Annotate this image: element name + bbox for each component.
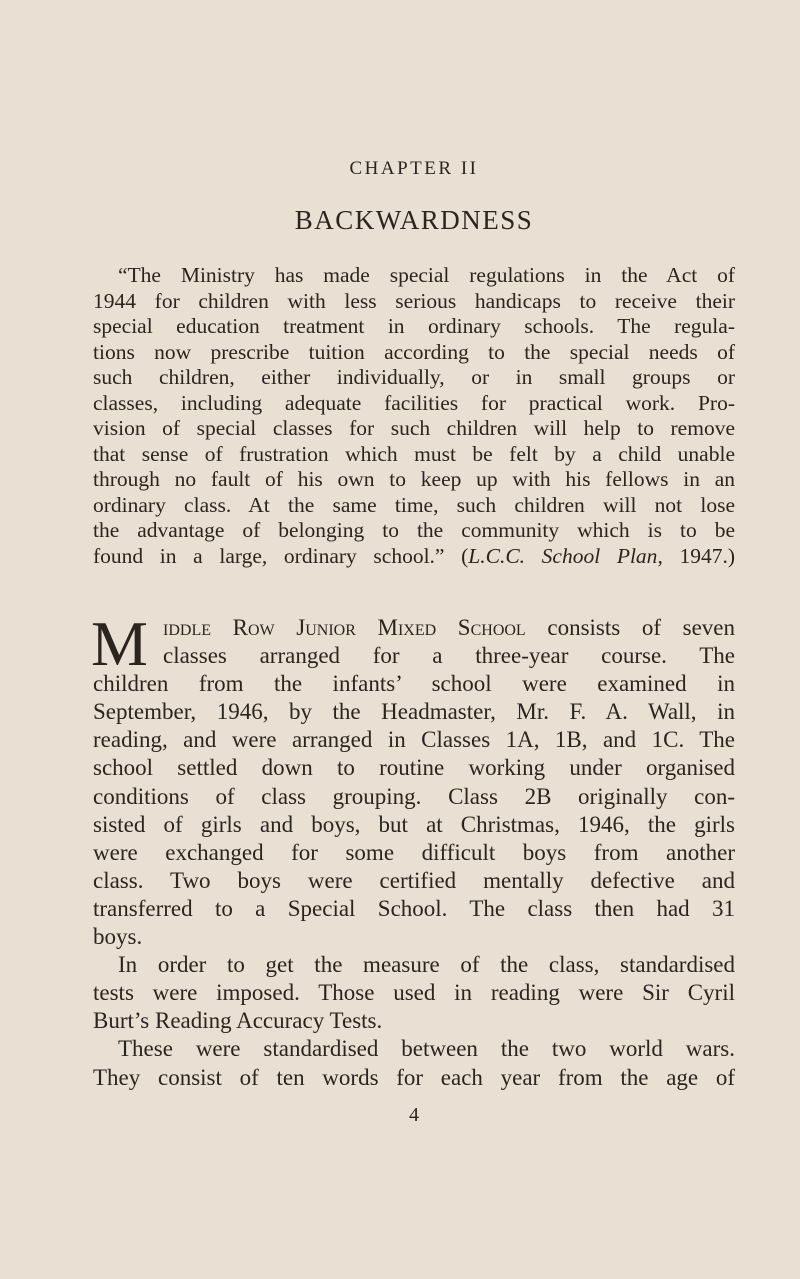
epigraph-line: the advantage of belonging to the community which is to be <box>93 518 735 542</box>
epigraph-line: classes, including adequate facilities for practical work. Pro- <box>93 390 735 415</box>
body-line: They consist of ten words for each year from the age of <box>93 1064 735 1090</box>
chapter-label: CHAPTER II <box>349 158 479 179</box>
body-line: In order to get the measure of the class, standardised <box>118 952 735 978</box>
body-line: September, 1946, by the Headmaster, Mr. F. A. Wall, in <box>93 699 735 725</box>
epigraph-text: found in a large, ordinary school.” ( <box>93 543 469 568</box>
epigraph <box>93 263 735 569</box>
body-line: tests were imposed. Those used in reading were Sir Cyril <box>93 980 735 1006</box>
epigraph-line: that sense of frustration which must be felt by a child unable <box>93 441 735 466</box>
body-line: These were standardised between the two world wars. <box>118 1036 735 1062</box>
epigraph-line: tions now prescribe tuition according to the special needs of <box>93 339 735 364</box>
body-line: sisted of girls and boys, but at Christmas, 1946, the girls <box>93 811 735 837</box>
epigraph-line: “The Ministry has made special regulations in the Act of <box>118 263 735 287</box>
citation-title: L.C.C. School Plan <box>468 543 658 568</box>
epigraph-line: such children, either individually, or in small groups or <box>93 365 735 389</box>
body-line: boys. <box>93 924 143 950</box>
opening-smallcaps: iddle Row Junior Mixed School <box>163 615 526 640</box>
body-line: reading, and were arranged in Classes 1A, 1B, and 1C. The <box>93 727 735 753</box>
chapter-title: BACKWARDNESS <box>294 205 534 235</box>
body-line: classes arranged for a three-year course. The <box>163 643 735 669</box>
body-line: school settled down to routine working under organised <box>93 755 735 781</box>
body-line: class. Two boys were certified mentally defective and <box>93 867 735 893</box>
body-line: children from the infants’ school were examined in <box>93 671 735 697</box>
citation-year: , 1947.) <box>657 543 735 568</box>
drop-cap: M <box>91 608 148 679</box>
body-line <box>93 614 735 642</box>
body-line: transferred to a Special School. The class then had 31 <box>93 895 735 921</box>
epigraph-line: ordinary class. At the same time, such children will not lose <box>93 492 735 517</box>
body-line: were exchanged for some difficult boys from another <box>93 839 735 865</box>
body-text <box>91 608 735 1092</box>
body-line: conditions of class grouping. Class 2B originally con- <box>93 783 735 809</box>
page-number: 4 <box>409 1104 419 1126</box>
epigraph-line: 1944 for children with less serious handicaps to receive their <box>93 288 735 313</box>
body-line: Burt’s Reading Accuracy Tests. <box>93 1008 383 1034</box>
opening-rest: consists of seven <box>525 615 735 640</box>
epigraph-line: special education treatment in ordinary schools. The regula- <box>93 314 735 338</box>
epigraph-last-line <box>93 544 735 570</box>
epigraph-line: vision of special classes for such children will help to remove <box>93 416 735 440</box>
epigraph-line: through no fault of his own to keep up with his fellows in an <box>93 467 735 491</box>
